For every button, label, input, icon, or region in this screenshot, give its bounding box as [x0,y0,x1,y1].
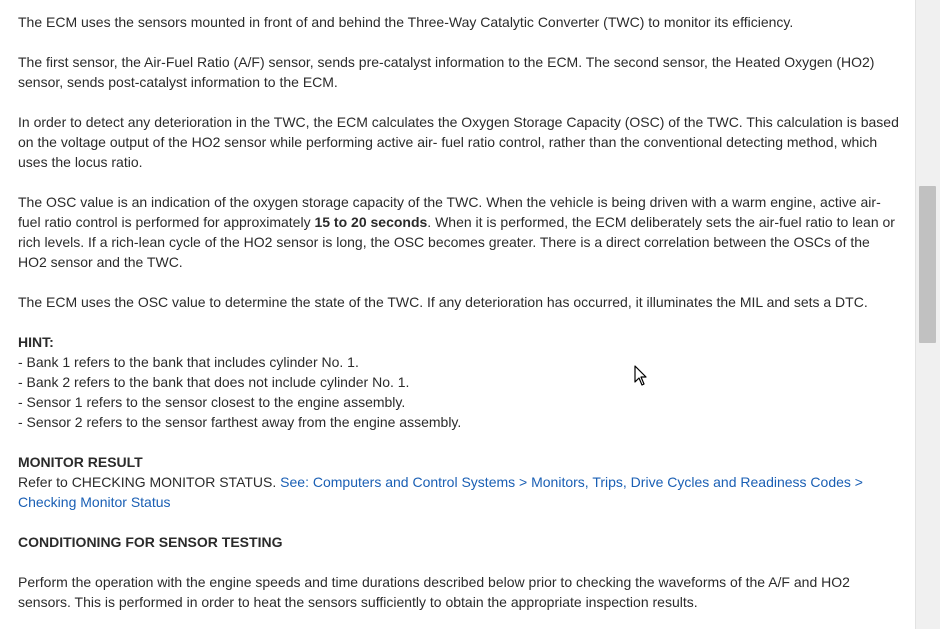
monitor-result-heading: MONITOR RESULT [18,454,143,470]
vertical-scrollbar[interactable] [915,0,940,629]
paragraph-osc-calculation: In order to detect any deterioration in the TWC, the ECM calculates the Oxygen Storage Capacity (OSC) of the TWC. This calculation is based on the voltage output of the HO2 sensor while performing active air- fuel ratio control, rather than the conventional detecting method, which uses the locus ratio. [18,114,899,170]
checking-monitor-status-link[interactable]: See: Computers and Control Systems > Monitors, Trips, Drive Cycles and Readiness Codes > Checking Monitor Status [18,474,863,510]
monitor-result-text [18,472,902,512]
paragraph-osc-value-start: The OSC value is an indication of the oxygen storage capacity of the TWC. When the vehicle is being driven with a warm engine, active air-fuel ratio control is performed for approximately [18,194,881,230]
hint-list [18,352,902,432]
scrollbar-thumb[interactable] [919,186,936,343]
paragraph-osc-value [18,192,902,272]
hint-item: - Bank 1 refers to the bank that includes cylinder No. 1. [18,354,359,370]
hint-item: - Bank 2 refers to the bank that does not include cylinder No. 1. [18,374,410,390]
paragraph-sensors: The first sensor, the Air-Fuel Ratio (A/F) sensor, sends pre-catalyst information to the ECM. The second sensor, the Heated Oxygen (HO2) sensor, sends post-catalyst information to the ECM. [18,54,875,90]
mouse-cursor-icon [634,365,648,387]
paragraph-intro: The ECM uses the sensors mounted in front of and behind the Three-Way Catalytic Converter (TWC) to monitor its efficiency. [18,14,794,30]
duration-highlight: 15 to 20 seconds [314,214,428,230]
article-content [18,12,902,629]
hint-item: - Sensor 2 refers to the sensor farthest away from the engine assembly. [18,414,462,430]
monitor-result-label: Refer to CHECKING MONITOR STATUS. [18,474,281,490]
page-edge [903,0,915,629]
hint-heading: HINT: [18,334,54,350]
conditioning-text: Perform the operation with the engine speeds and time durations described below prior to checking the waveforms of the A/F and HO2 sensors. This is performed in order to heat the sensors sufficiently to obtain the appropriate inspection results. [18,574,850,610]
paragraph-twc-state: The ECM uses the OSC value to determine the state of the TWC. If any deterioration has occurred, it illuminates the MIL and sets a DTC. [18,294,868,310]
conditioning-heading: CONDITIONING FOR SENSOR TESTING [18,534,283,550]
paragraph-osc-value-end: . When it is performed, the ECM deliberately sets the air-fuel ratio to lean or rich levels. If a rich-lean cycle of the HO2 sensor is long, the OSC becomes greater. There is a direct correlation between the OSCs of the HO2 sensor and the TWC. [18,214,895,270]
hint-item: - Sensor 1 refers to the sensor closest to the engine assembly. [18,394,406,410]
